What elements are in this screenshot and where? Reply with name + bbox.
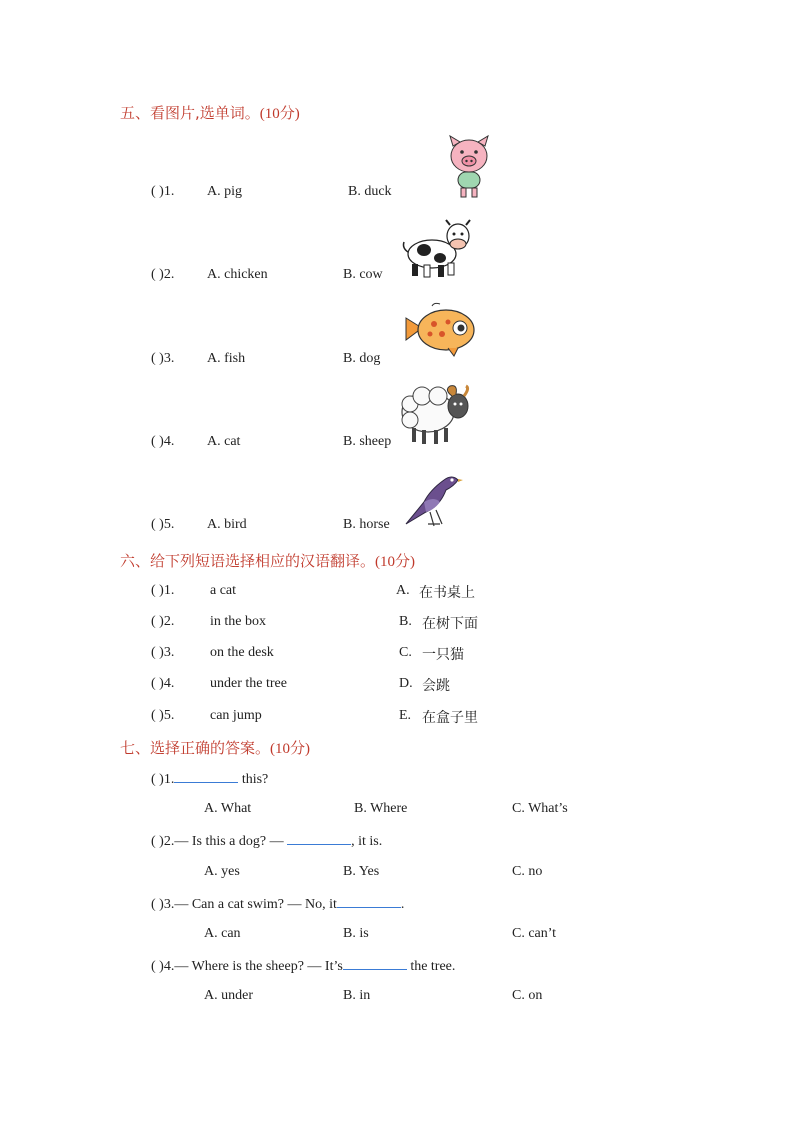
s7-item2-pre: — Is this a dog? — — [174, 834, 288, 849]
s5-item4-option-a: A. cat — [207, 434, 241, 449]
s6-item3-phrase: on the desk — [210, 645, 274, 660]
s5-item5-option-a: A. bird — [207, 517, 247, 532]
s6-item3-number[interactable]: ( )3. — [151, 645, 175, 660]
section5-title: 五、看图片,选单词。 — [120, 104, 260, 122]
s7-item4-question — [151, 957, 455, 975]
s7-item2-question — [151, 832, 382, 850]
s7-item2-option-c: C. no — [512, 864, 543, 879]
section7-points: (10分) — [270, 741, 311, 757]
bird-picture — [400, 466, 464, 530]
s7-item4-option-c: C. on — [512, 988, 543, 1003]
s7-item3-number[interactable]: ( )3. — [151, 897, 175, 912]
section5-points: (10分) — [259, 106, 300, 122]
s7-item2-option-b: B. Yes — [343, 864, 380, 879]
s6-item4-chinese: 会跳 — [422, 678, 450, 694]
s6-item2-number[interactable]: ( )2. — [151, 614, 175, 629]
s5-item1-number[interactable]: ( )1. — [151, 184, 175, 199]
s7-item1-post: this? — [238, 772, 269, 787]
s7-item4-number[interactable]: ( )4. — [151, 959, 175, 974]
section5-heading — [120, 102, 300, 123]
s6-item2-letter: B. — [399, 614, 412, 629]
s7-item4-blank[interactable] — [343, 957, 407, 970]
s6-item1-phrase: a cat — [210, 583, 237, 598]
s5-item3-option-b: B. dog — [343, 351, 381, 366]
s7-item3-option-b: B. is — [343, 926, 369, 941]
s5-item1-option-a: A. pig — [207, 184, 242, 199]
s7-item2-blank[interactable] — [287, 832, 351, 845]
s5-item2-option-b: B. cow — [343, 267, 383, 282]
sheep-picture — [398, 382, 474, 446]
s7-item1-blank[interactable] — [174, 770, 238, 783]
s5-item4-option-b: B. sheep — [343, 434, 392, 449]
s6-item2-phrase: in the box — [210, 614, 266, 629]
section7-heading — [120, 737, 310, 758]
section7-title: 七、选择正确的答案。 — [120, 739, 271, 757]
s7-item2-post: , it is. — [351, 834, 383, 849]
s7-item2-option-a: A. yes — [204, 864, 240, 879]
s6-item3-chinese: 一只猫 — [422, 647, 464, 663]
s5-item5-number[interactable]: ( )5. — [151, 517, 175, 532]
s7-item4-option-b: B. in — [343, 988, 371, 1003]
s7-item3-post: . — [400, 897, 405, 912]
s7-item1-option-a: A. What — [204, 801, 252, 816]
cow-picture — [400, 218, 474, 280]
s6-item5-number[interactable]: ( )5. — [151, 708, 175, 723]
s7-item4-option-a: A. under — [204, 988, 253, 1003]
s7-item3-blank[interactable] — [337, 895, 401, 908]
s7-item1-question — [151, 770, 268, 788]
s5-item1-option-b: B. duck — [348, 184, 392, 199]
pig-picture — [444, 134, 494, 200]
s6-item4-number[interactable]: ( )4. — [151, 676, 175, 691]
fish-picture — [404, 300, 482, 358]
s5-item2-option-a: A. chicken — [207, 267, 268, 282]
s7-item1-option-b: B. Where — [354, 801, 408, 816]
s7-item3-option-a: A. can — [204, 926, 241, 941]
s7-item1-option-c: C. What’s — [512, 801, 568, 816]
section6-title: 六、给下列短语选择相应的汉语翻译。 — [120, 552, 376, 570]
s7-item1-number[interactable]: ( )1. — [151, 772, 175, 787]
s7-item2-number[interactable]: ( )2. — [151, 834, 175, 849]
s6-item2-chinese: 在树下面 — [422, 616, 478, 632]
s5-item4-number[interactable]: ( )4. — [151, 434, 175, 449]
s6-item5-chinese: 在盒子里 — [422, 710, 478, 726]
s5-item3-option-a: A. fish — [207, 351, 246, 366]
s6-item4-letter: D. — [399, 676, 413, 691]
s7-item4-post: the tree. — [406, 959, 456, 974]
section6-heading — [120, 550, 415, 571]
s6-item1-letter: A. — [396, 583, 410, 598]
s7-item3-question — [151, 895, 404, 913]
s7-item3-pre: — Can a cat swim? — No, it — [174, 897, 337, 912]
s5-item2-number[interactable]: ( )2. — [151, 267, 175, 282]
section6-points: (10分) — [375, 554, 416, 570]
s6-item1-number[interactable]: ( )1. — [151, 583, 175, 598]
s5-item5-option-b: B. horse — [343, 517, 390, 532]
s7-item3-option-c: C. can’t — [512, 926, 557, 941]
s7-item4-pre: — Where is the sheep? — It’s — [174, 959, 343, 974]
s6-item3-letter: C. — [399, 645, 412, 660]
s5-item3-number[interactable]: ( )3. — [151, 351, 175, 366]
s6-item1-chinese: 在书桌上 — [419, 585, 475, 601]
s6-item4-phrase: under the tree — [210, 676, 287, 691]
s6-item5-letter: E. — [399, 708, 412, 723]
s6-item5-phrase: can jump — [210, 708, 262, 723]
